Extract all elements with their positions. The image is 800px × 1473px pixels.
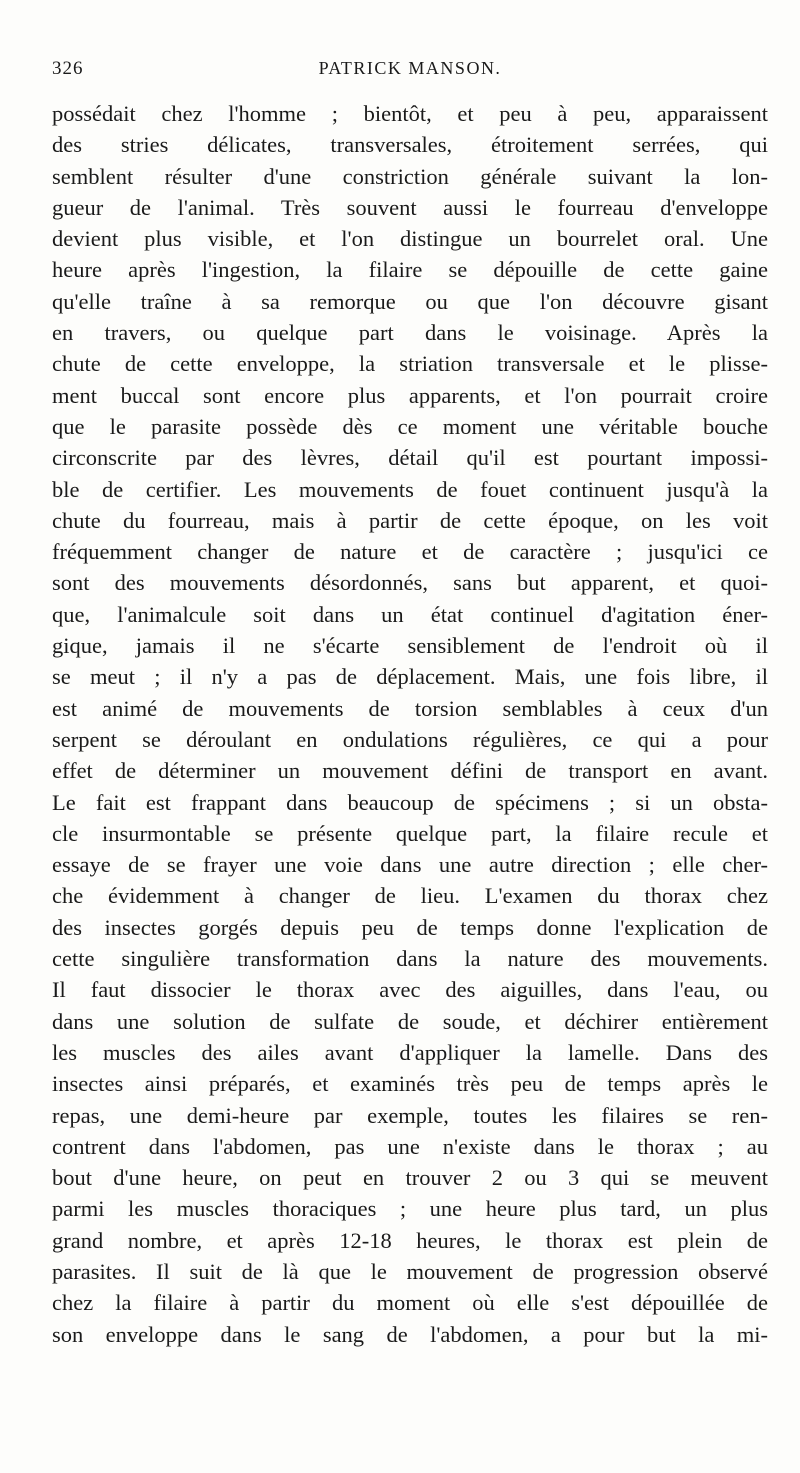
text-line: fréquemment changer de nature et de caractère ; jusqu'ici ce — [52, 539, 768, 565]
text-line: possédait chez l'homme ; bientôt, et peu à peu, apparaissent — [52, 101, 768, 126]
text-line: repas, une demi-heure par exemple, toutes les filaires se ren- — [52, 1102, 768, 1128]
running-title: PATRICK MANSON. — [318, 58, 502, 78]
page-number: 326 — [52, 58, 84, 79]
text-line: bout d'une heure, on peut en trouver 2 ou 3 qui se meuvent — [52, 1165, 768, 1191]
text-line: circonscrite par des lèvres, détail qu'il est pourtant impossi- — [52, 445, 768, 471]
text-line: chute de cette enveloppe, la striation transversale et le plisse- — [52, 351, 768, 377]
text-line: son enveloppe dans le sang de l'abdomen, a pour but la mi- — [52, 1321, 768, 1347]
text-line: se meut ; il n'y a pas de déplacement. Mais, une fois libre, il — [52, 664, 768, 690]
text-line: semblent résulter d'une constriction générale suivant la lon- — [52, 163, 768, 189]
text-line: Il faut dissocier le thorax avec des aiguilles, dans l'eau, ou — [52, 977, 768, 1003]
text-line: en travers, ou quelque part dans le voisinage. Après la — [52, 320, 768, 346]
text-line: ble de certifier. Les mouvements de fouet continuent jusqu'à la — [52, 476, 768, 502]
text-line: que, l'animalcule soit dans un état continuel d'agitation éner- — [52, 601, 768, 627]
text-line: Le fait est frappant dans beaucoup de spécimens ; si un obsta- — [52, 789, 768, 815]
text-line: contrent dans l'abdomen, pas une n'existe dans le thorax ; au — [52, 1133, 768, 1159]
text-line: qu'elle traîne à sa remorque ou que l'on découvre gisant — [52, 288, 768, 314]
text-line: que le parasite possède dès ce moment une véritable bouche — [52, 413, 768, 439]
text-line: cle insurmontable se présente quelque part, la filaire recule et — [52, 820, 768, 846]
text-line: effet de déterminer un mouvement défini de transport en avant. — [52, 758, 768, 784]
text-line: chez la filaire à partir du moment où elle s'est dépouillée de — [52, 1290, 768, 1316]
text-line: sont des mouvements désordonnés, sans but apparent, et quoi- — [52, 570, 768, 596]
text-line: devient plus visible, et l'on distingue un bourrelet oral. Une — [52, 226, 768, 252]
text-line: des stries délicates, transversales, étroitement serrées, qui — [52, 132, 768, 158]
text-line: des insectes gorgés depuis peu de temps donne l'explication de — [52, 914, 768, 940]
text-line: ment buccal sont encore plus apparents, et l'on pourrait croire — [52, 382, 768, 408]
text-line: dans une solution de sulfate de soude, et déchirer entièrement — [52, 1008, 768, 1034]
text-line: insectes ainsi préparés, et examinés très peu de temps après le — [52, 1071, 768, 1097]
text-line: chute du fourreau, mais à partir de cette époque, on les voit — [52, 507, 768, 533]
body-text — [52, 98, 768, 1350]
text-line: cette singulière transformation dans la nature des mouvements. — [52, 946, 768, 972]
text-line: che évidemment à changer de lieu. L'examen du thorax chez — [52, 883, 768, 909]
text-line: heure après l'ingestion, la filaire se dépouille de cette gaine — [52, 257, 768, 283]
text-line: est animé de mouvements de torsion semblables à ceux d'un — [52, 695, 768, 721]
text-line: parmi les muscles thoraciques ; une heure plus tard, un plus — [52, 1196, 768, 1222]
text-line: les muscles des ailes avant d'appliquer la lamelle. Dans des — [52, 1039, 768, 1065]
running-head — [52, 58, 768, 88]
text-line: gueur de l'animal. Très souvent aussi le fourreau d'enveloppe — [52, 194, 768, 220]
text-line: parasites. Il suit de là que le mouvement de progression observé — [52, 1258, 768, 1284]
text-line: serpent se déroulant en ondulations régulières, ce qui a pour — [52, 726, 768, 752]
text-line: essaye de se frayer une voie dans une autre direction ; elle cher- — [52, 852, 768, 878]
text-line: grand nombre, et après 12-18 heures, le thorax est plein de — [52, 1227, 768, 1253]
text-line: gique, jamais il ne s'écarte sensiblement de l'endroit où il — [52, 633, 768, 659]
